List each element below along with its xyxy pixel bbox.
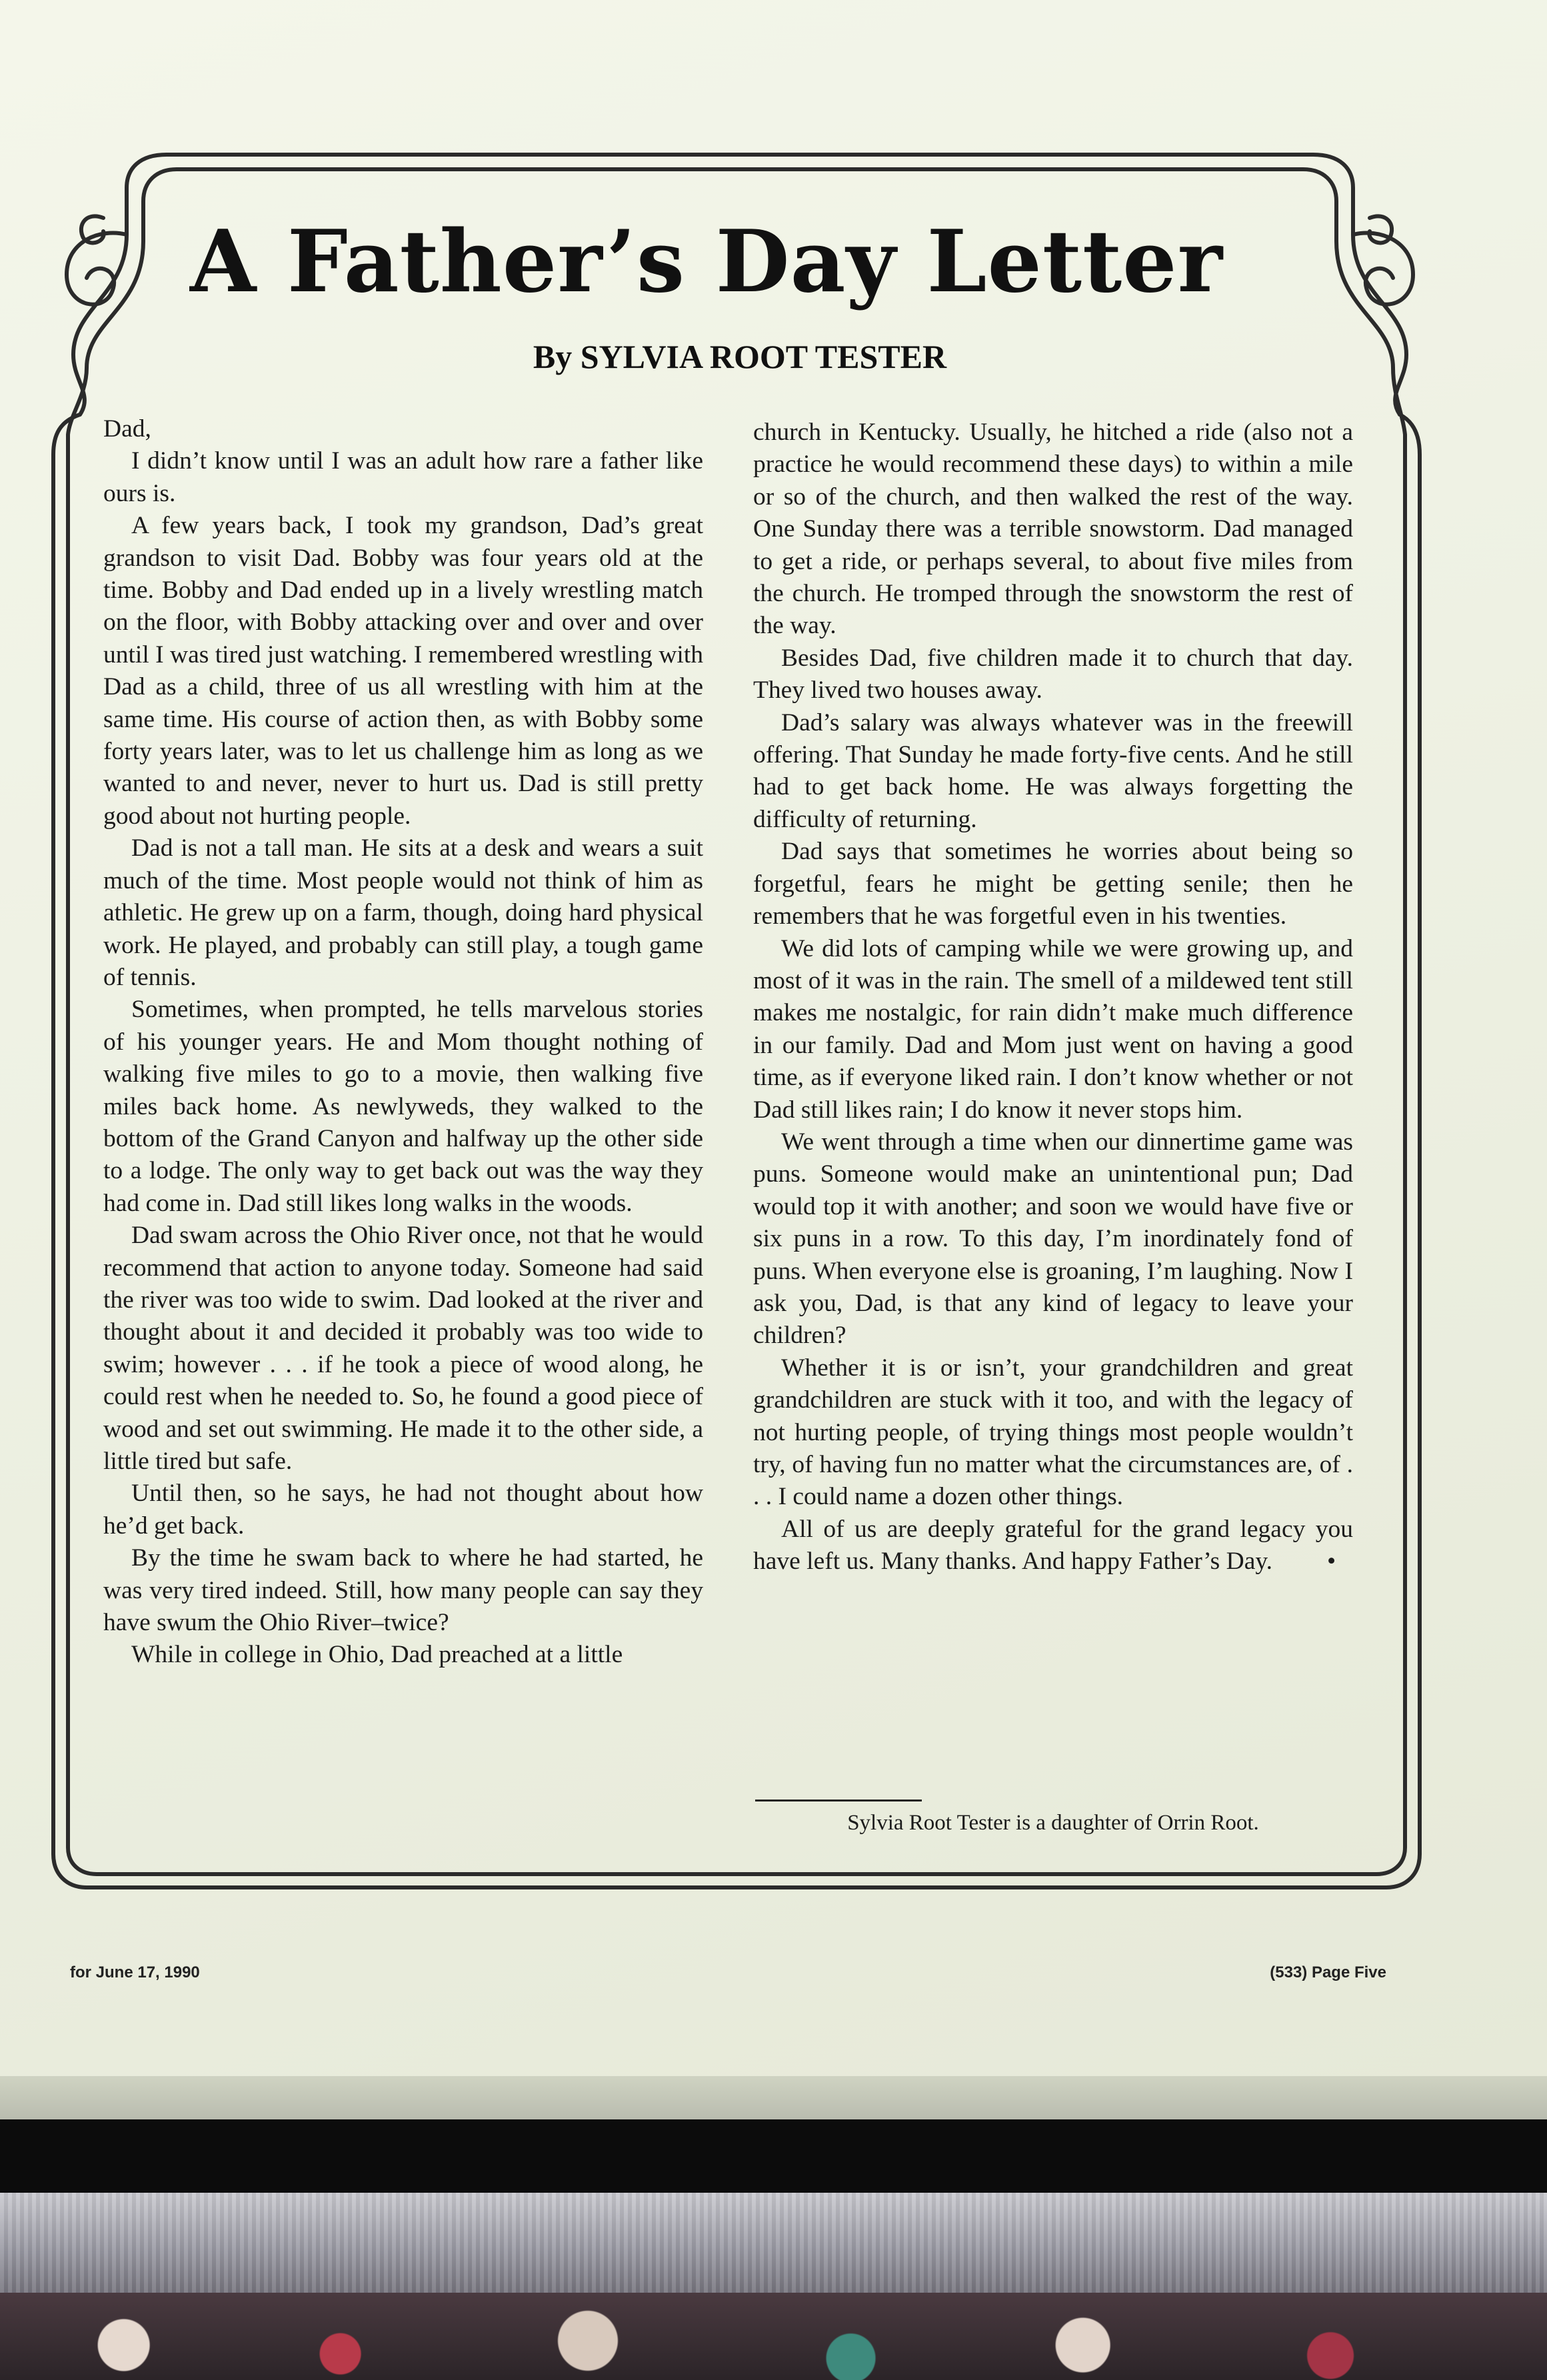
- article-byline: By SYLVIA ROOT TESTER: [533, 338, 947, 375]
- paragraph: We went through a time when our dinnertime game was puns. Someone would make an unintentional pun; Dad would top it with another; and soon we would have five or six puns in a row. To this day, I’m inordinately fond of puns. When everyone else is groaning, I’m laughing. Now I ask you, Dad, is that any kind of legacy to leave your children?: [753, 1128, 1353, 1350]
- footer-date: for June 17, 1990: [70, 1963, 200, 1981]
- paragraph: Dad says that sometimes he worries about being so forgetful, fears he might be getting senile; then he remembers that he was forgetful even in his twenties.: [753, 838, 1353, 930]
- paragraph: Dad’s salary was always whatever was in the freewill offering. That Sunday he made forty-five cents. And he still had to get back home. He was always forgetting the difficulty of returning.: [753, 708, 1353, 833]
- footer-page-number: (533) Page Five: [1270, 1963, 1386, 1981]
- paragraph: All of us are deeply grateful for the grand legacy you have left us. Many thanks. And happy Father’s Day.: [753, 1515, 1353, 1576]
- paragraph: While in college in Ohio, Dad preached at a little: [131, 1641, 623, 1669]
- left-column: [103, 413, 703, 1839]
- end-mark: •: [1327, 1548, 1336, 1576]
- author-note-rule: [755, 1799, 922, 1801]
- page-edge: [0, 2076, 1547, 2119]
- paragraph: I didn’t know until I was an adult how rare a father like ours is.: [103, 447, 703, 507]
- author-note: Sylvia Root Tester is a daughter of Orrin Root.: [847, 1811, 1259, 1835]
- article-title: A Father’s Day Letter: [189, 212, 1224, 312]
- paragraph: church in Kentucky. Usually, he hitched a ride (also not a practice he would recommend these days) to within a mile or so of the church, and then walked the rest of the way. One Sunday there was a terrible snowstorm. Dad managed to get a ride, or perhaps several, to about five miles from the church. He tromped through the snowstorm the rest of the way.: [753, 419, 1353, 640]
- paragraph: A few years back, I took my grandson, Dad’s great grandson to visit Dad. Bobby was four years old at the time. Bobby and Dad ended up in a lively wrestling match on the floor, with Bobby attacking over and over and over until I was tired just watching. I remembered wrestling with Dad as a child, three of us all wrestling with him at the same time. His course of action then, as with Bobby some forty years later, was to let us challenge him as long as we wanted to and never, never to hurt us. Dad is still pretty good about not hurting people.: [103, 512, 703, 830]
- paragraph: Sometimes, when prompted, he tells marvelous stories of his younger years. He and Mom thought nothing of walking five miles to go to a movie, then walking five miles back home. As newlyweds, they walked to the bottom of the Grand Canyon and halfway up the other side to a lodge. The only way to get back out was the way they had come in. Dad still likes long walks in the woods.: [103, 996, 703, 1217]
- paragraph: Dad swam across the Ohio River once, not that he would recommend that action to anyone today. Someone had said the river was too wide to swim. Dad looked at the river and thought about it and decided it probably was too wide to swim; however . . . if he took a piece of wood along, he could rest when he needed to. So, he found a good piece of wood and set out swimming. He made it to the other side, a little tired but safe.: [103, 1222, 703, 1475]
- paragraph: We did lots of camping while we were growing up, and most of it was in the rain. The smell of a mildewed tent still makes me nostalgic, for rain didn’t make much difference in our family. Dad and Mom just went on having a good time, as if everyone liked rain. I don’t know whether or not Dad still likes rain; I do know it never stops him.: [753, 934, 1353, 1124]
- paragraph: Whether it is or isn’t, your grandchildren and great grandchildren are stuck with it too, and with the legacy of not hurting people, of trying things most people wouldn’t try, of having fun no matter what the circumstances are, of . . . I could name a dozen other things.: [753, 1354, 1353, 1511]
- paragraph: By the time he swam back to where he had started, he was very tired indeed. Still, how many people can say they have swum the Ohio River–twice?: [103, 1544, 703, 1637]
- background-cloth-pattern: [0, 2293, 1547, 2380]
- paragraph: Until then, so he says, he had not thought about how he’d get back.: [103, 1480, 703, 1540]
- page-shadow: [0, 2119, 1547, 2193]
- salutation: Dad,: [103, 415, 151, 443]
- right-column: [753, 417, 1353, 1843]
- paragraph: Besides Dad, five children made it to church that day. They lived two houses away.: [753, 644, 1353, 704]
- paragraph: Dad is not a tall man. He sits at a desk and wears a suit much of the time. Most people would not think of him as athletic. He grew up on a farm, though, doing hard physical work. He played, and probably can still play, a tough game of tennis.: [103, 834, 703, 991]
